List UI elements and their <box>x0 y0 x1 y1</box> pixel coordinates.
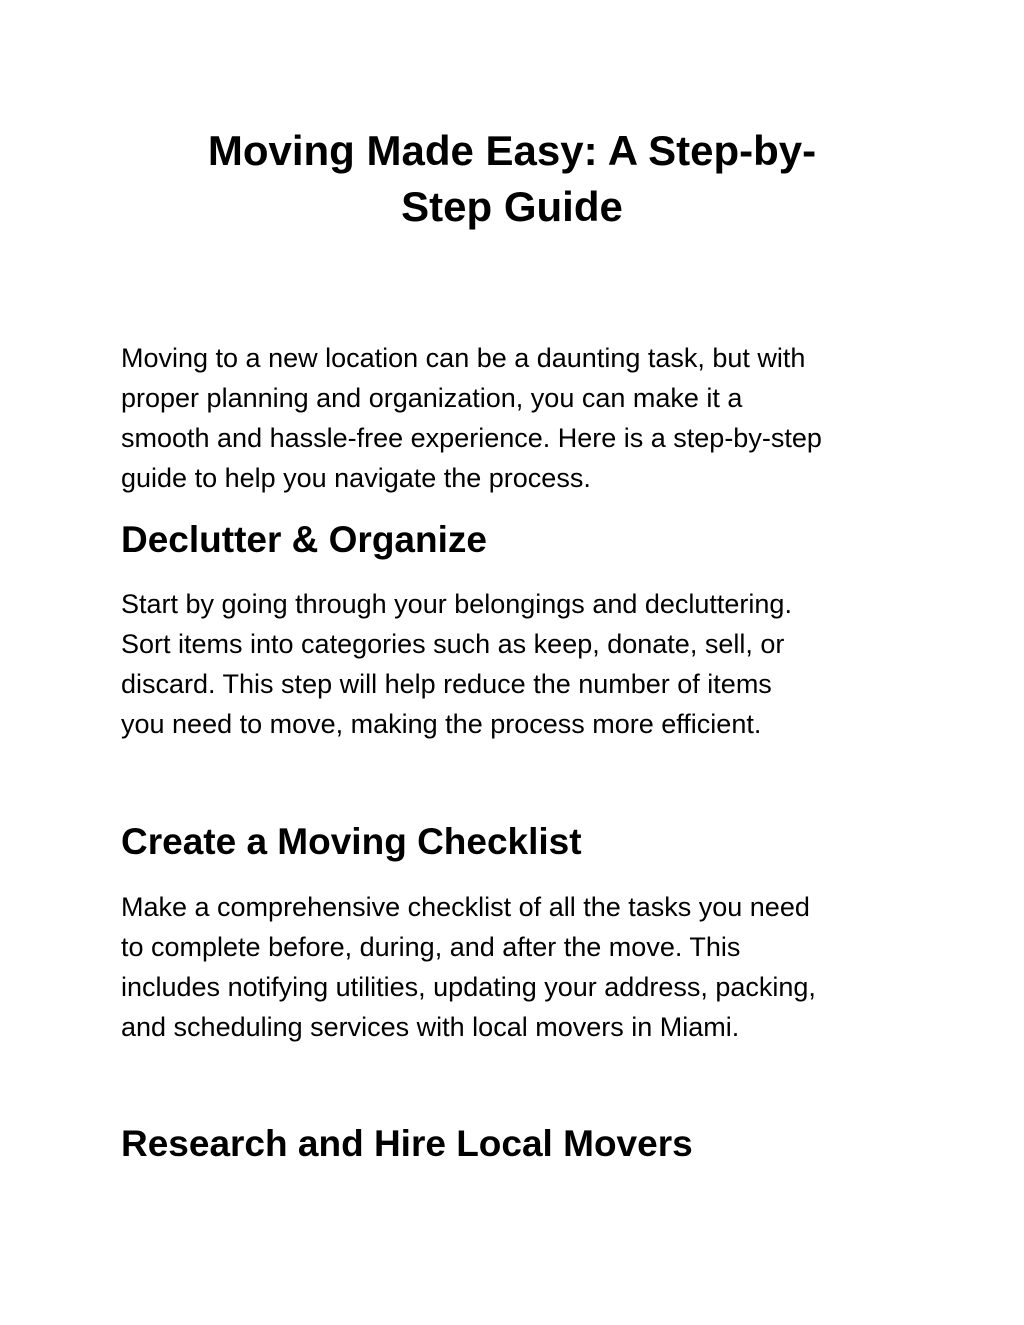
section-body-declutter: Start by going through your belongings and decluttering. Sort items into categories such as keep, donate, sell, or discard. This step will help reduce the number of items you need to move, making the process more efficient. <box>121 589 792 739</box>
intro-paragraph: Moving to a new location can be a daunting task, but with proper planning and organization, you can make it a smooth and hassle-free experience. Here is a step-by-step guide to help you navigate the process. <box>121 343 822 493</box>
section-heading-movers: Research and Hire Local Movers <box>121 1123 693 1164</box>
section-body-checklist: Make a comprehensive checklist of all the tasks you need to complete before, during, and after the move. This includes notifying utilities, updating your address, packing, and scheduling services with local movers in Miami. <box>121 892 816 1042</box>
section-heading-declutter: Declutter & Organize <box>121 519 487 560</box>
document-title: Moving Made Easy: A Step-by- Step Guide <box>207 127 817 230</box>
section-heading-checklist: Create a Moving Checklist <box>121 821 582 862</box>
